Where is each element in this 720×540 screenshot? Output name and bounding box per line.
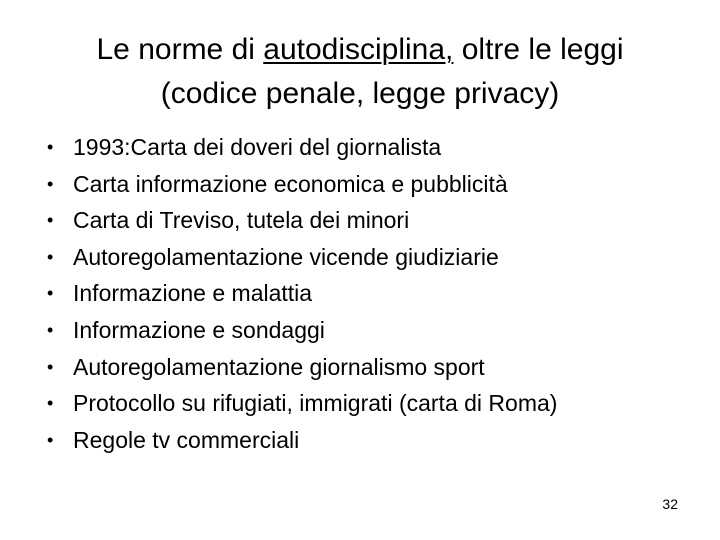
page-number: 32 [662, 496, 678, 512]
bullet-icon: • [47, 429, 54, 450]
list-item [40, 275, 700, 312]
list-item [40, 129, 700, 166]
list-item [40, 239, 700, 276]
list-item-text: Informazione e sondaggi [73, 316, 325, 343]
bullet-icon: • [47, 137, 54, 157]
title-line-2: (codice penale, legge privacy) [160, 77, 560, 110]
bullet-icon: • [47, 246, 54, 267]
list-item-text: Carta informazione economica e pubblicità [73, 170, 508, 197]
list-item-text: Regole tv commerciali [73, 426, 300, 453]
list-item-text: Autoregolamentazione vicende giudiziarie [73, 243, 499, 270]
list-item [40, 422, 700, 459]
list-item-text: Autoregolamentazione giornalismo sport [73, 353, 485, 380]
bullet-icon: • [47, 356, 54, 377]
bullet-icon: • [47, 283, 54, 304]
title-text-end: oltre le leggi [453, 33, 624, 66]
list-item-text: Carta di Treviso, tutela dei minori [73, 207, 410, 234]
list-item [40, 385, 700, 422]
bullet-list [40, 129, 700, 458]
list-item [40, 312, 700, 349]
bullet-icon: • [47, 173, 54, 194]
title-text-start: Le norme di [96, 33, 264, 66]
bullet-icon: • [47, 393, 54, 414]
list-item [40, 202, 700, 239]
list-item [40, 349, 700, 386]
bullet-icon: • [47, 319, 54, 340]
list-item-text: 1993:Carta dei doveri del giornalista [73, 134, 442, 160]
list-item-text: Protocollo su rifugiati, immigrati (carta di Roma) [73, 390, 558, 417]
list-item [40, 166, 700, 203]
title-underlined-word: autodisciplina, [263, 33, 454, 66]
slide-title [20, 28, 700, 116]
list-item-text: Informazione e malattia [73, 280, 313, 307]
bullet-icon: • [47, 210, 54, 231]
